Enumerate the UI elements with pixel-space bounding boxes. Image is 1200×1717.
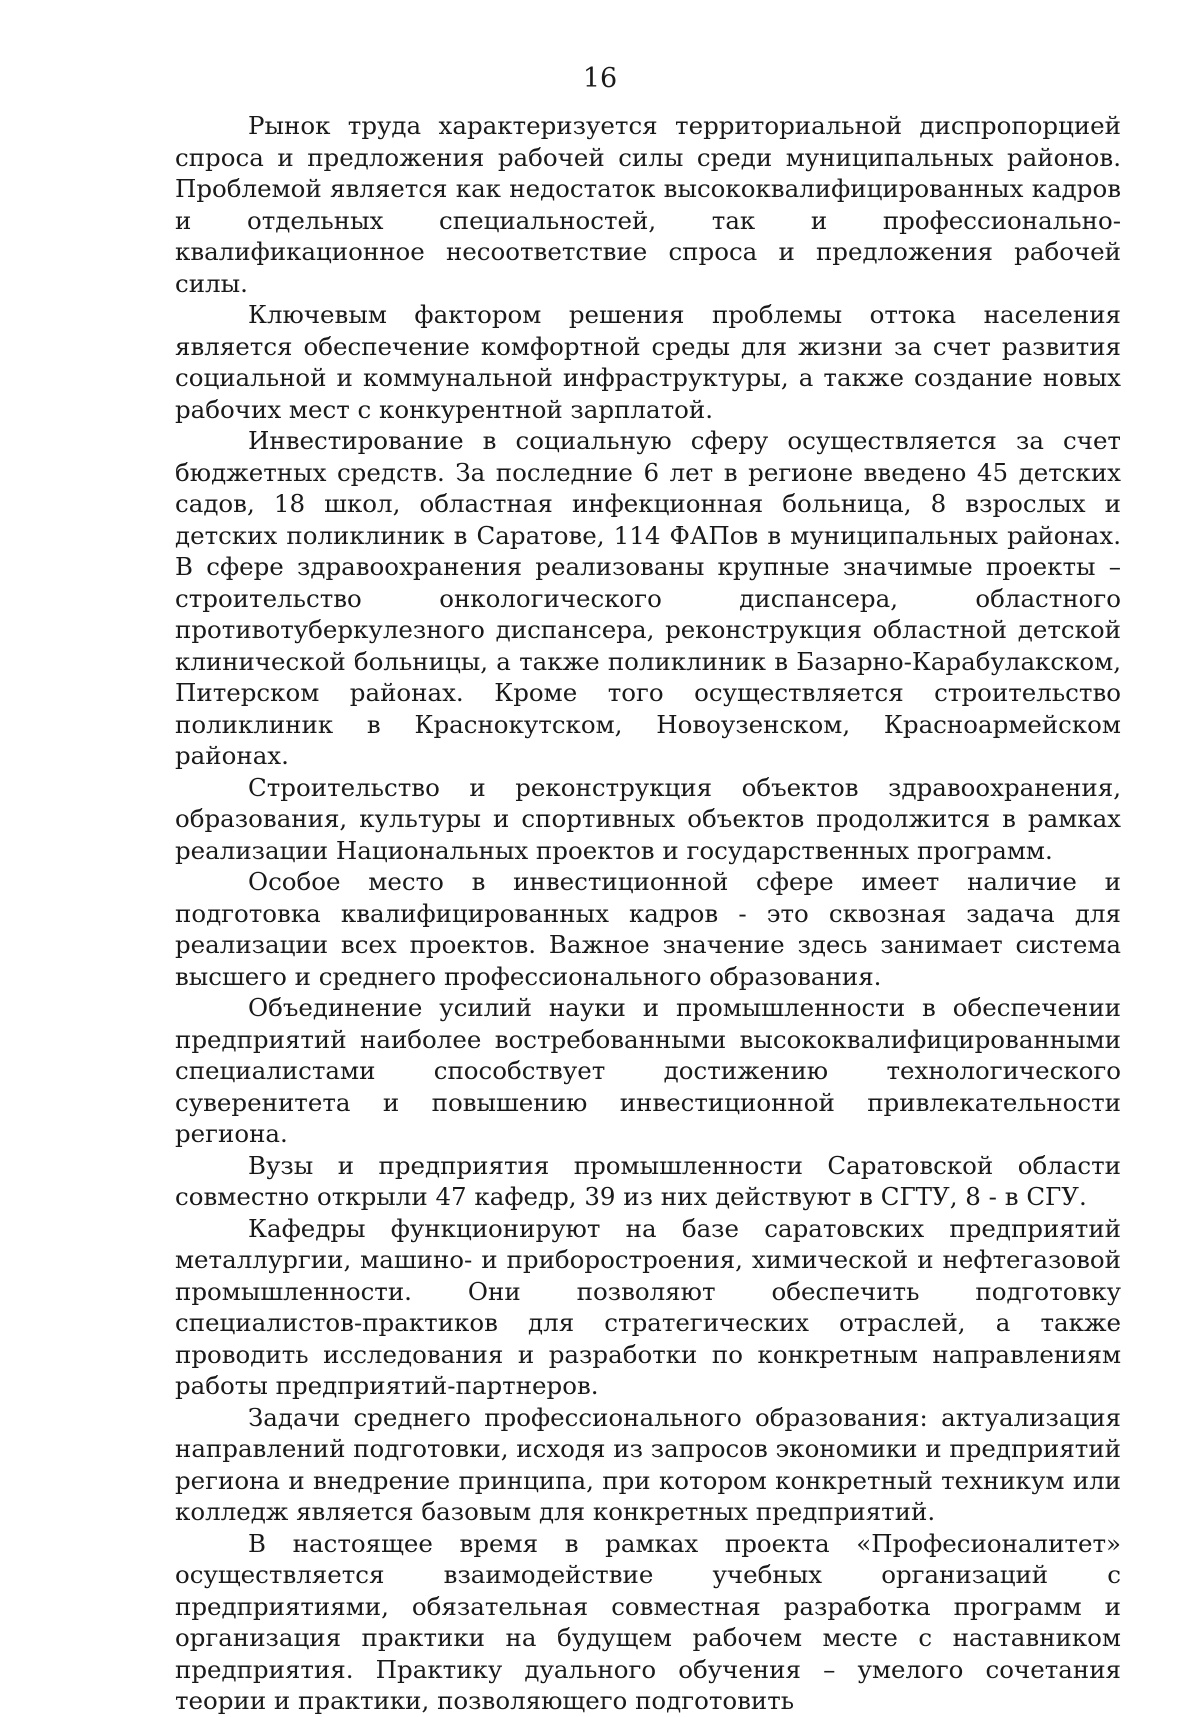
page-number: 16 xyxy=(582,63,618,94)
paragraph-science-industry: Объединение усилий науки и промышленности в обеспечении предприятий наиболее востребованными высококвалифицированными специалистами способствует достижению технологического суверенитета и повышению инвестиционной привлекательности региона. xyxy=(175,993,1121,1148)
paragraph-professionalitet: В настоящее время в рамках проекта «Професионалитет» осуществляется взаимодействие учебных организаций с предприятиями, обязательная совместная разработка программ и организация практики на будущем рабочем месте с наставником предприятия. Практику дуального обучения – умелого сочетания теории и практики, позволяющего подготовить xyxy=(175,1528,1121,1715)
paragraph-labor-market: Рынок труда характеризуется территориальной диспропорцией спроса и предложения рабочей силы среди муниципальных районов. Проблемой является как недостаток высококвалифицированных кадров и отдельных специальностей, так и профессионально-квалификационное несоответствие спроса и предложения рабочей силы. xyxy=(175,111,1121,298)
paragraph-population-outflow: Ключевым фактором решения проблемы оттока населения является обеспечение комфортной среды для жизни за счет развития социальной и коммунальной инфраструктуры, а также создание новых рабочих мест с конкурентной зарплатой. xyxy=(175,300,1121,424)
paragraph-departments-count: Вузы и предприятия промышленности Саратовской области совместно открыли 47 кафедр, 39 из них действуют в СГТУ, 8 - в СГУ. xyxy=(175,1150,1121,1211)
paragraph-vocational-tasks: Задачи среднего профессионального образования: актуализация направлений подготовки, исходя из запросов экономики и предприятий региона и внедрение принципа, при котором конкретный техникум или колледж является базовым для конкретных предприятий. xyxy=(175,1402,1121,1526)
paragraph-social-investment: Инвестирование в социальную сферу осуществляется за счет бюджетных средств. За последние 6 лет в регионе введено 45 детских садов, 18 школ, областная инфекционная больница, 8 взрослых и детских поликлиник в Саратове, 114 ФАПов в муниципальных районах. В сфере здравоохранения реализованы крупные значимые проекты – строительство онкологического диспансера, областного противотуберкулезного диспансера, реконструкция областной детской клинической больницы, а также поликлиник в Базарно-Карабулакском, Питерском районах. Кроме того осуществляется строительство поликлиник в Краснокутском, Новоузенском, Красноармейском районах. xyxy=(175,426,1121,770)
paragraph-construction: Строительство и реконструкция объектов здравоохранения, образования, культуры и спортивных объектов продолжится в рамках реализации Национальных проектов и государственных программ. xyxy=(175,772,1121,865)
body-text xyxy=(175,110,1121,1717)
paragraph-qualified-staff: Особое место в инвестиционной сфере имеет наличие и подготовка квалифицированных кадров - это сквозная задача для реализации всех проектов. Важное значение здесь занимает система высшего и среднего профессионального образования. xyxy=(175,867,1121,991)
paragraph-departments-function: Кафедры функционируют на базе саратовских предприятий металлургии, машино- и приборостроения, химической и нефтегазовой промышленности. Они позволяют обеспечить подготовку специалистов-практиков для стратегических отраслей, а также проводить исследования и разработки по конкретным направлениям работы предприятий-партнеров. xyxy=(175,1213,1121,1400)
